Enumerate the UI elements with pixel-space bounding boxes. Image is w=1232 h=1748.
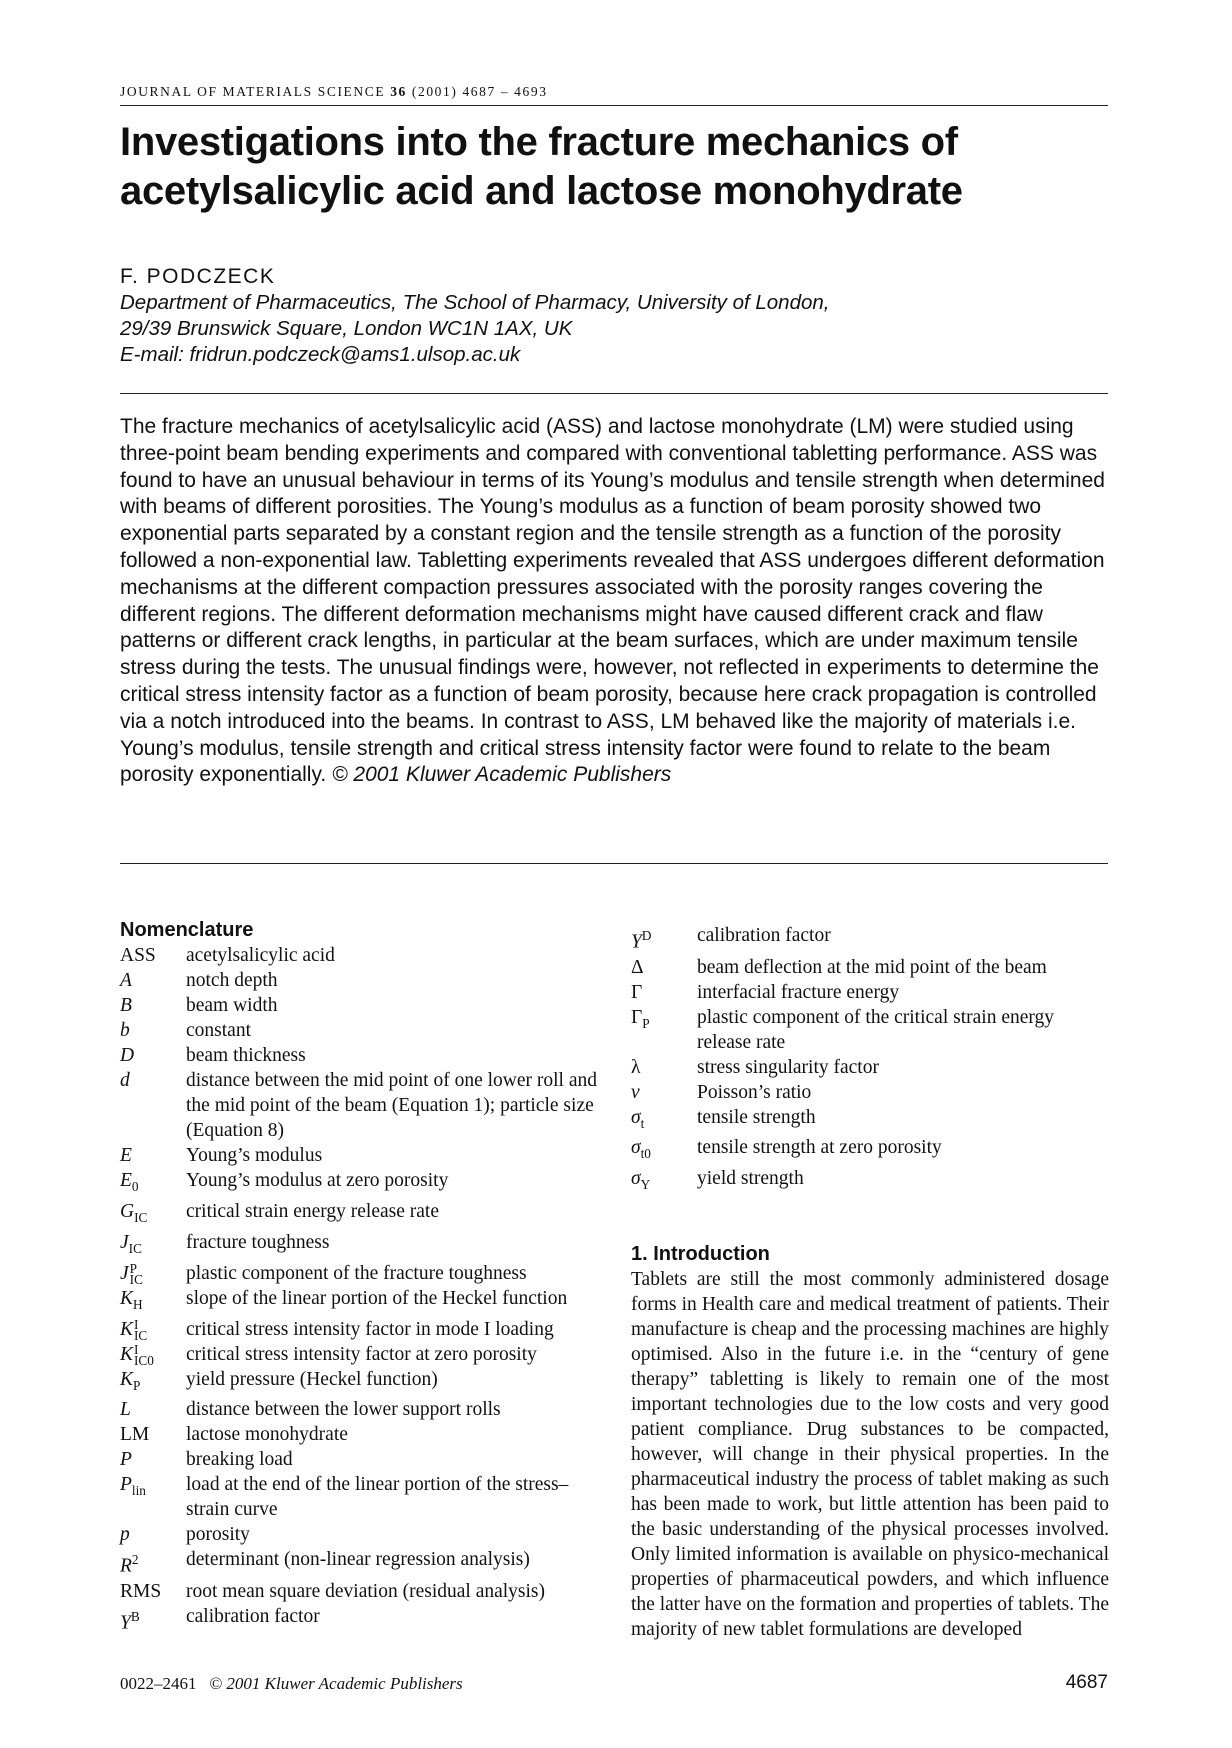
nom-symbol-sub: P xyxy=(133,1377,141,1393)
nomenclature-item xyxy=(120,1199,598,1230)
nomenclature-item xyxy=(120,1522,598,1547)
nom-symbol-sub: IC xyxy=(134,1328,148,1344)
nom-symbol-base: K xyxy=(120,1287,134,1309)
nom-symbol: Δ xyxy=(631,956,644,978)
abstract-copyright: © 2001 Kluwer Academic Publishers xyxy=(332,763,672,787)
author-name: F. PODCZECK xyxy=(120,265,276,288)
nom-symbol xyxy=(120,1547,186,1579)
paper-title: Investigations into the fracture mechanics of acetylsalicylic acid and lactose monohydrate xyxy=(120,120,963,213)
nom-definition: beam width xyxy=(186,995,278,1016)
nom-symbol xyxy=(631,923,697,955)
nomenclature-item xyxy=(120,1367,598,1398)
nom-definition: critical strain energy release rate xyxy=(186,1200,439,1222)
nomenclature-item xyxy=(631,1080,1109,1105)
nom-symbol-sub: IC0 xyxy=(134,1353,154,1369)
nom-symbol-base: Y xyxy=(120,1612,131,1634)
nom-symbol-sup: P xyxy=(129,1261,138,1277)
nom-symbol: λ xyxy=(631,1056,641,1078)
nom-symbol-base: P xyxy=(120,1474,132,1496)
nomenclature-item xyxy=(120,1018,598,1043)
nomenclature-item xyxy=(120,1068,598,1143)
right-column xyxy=(631,923,1109,1642)
footer-issn-copyright xyxy=(120,1674,463,1694)
nom-symbol: L xyxy=(120,1399,131,1421)
nom-definition: beam thickness xyxy=(186,1045,306,1066)
nomenclature-item xyxy=(120,1230,598,1261)
nomenclature-item xyxy=(631,1055,1109,1080)
nom-symbol xyxy=(631,1135,697,1166)
nom-definition: distance between the lower support rolls xyxy=(186,1399,501,1421)
left-column xyxy=(120,918,598,1635)
nom-definition: tensile strength xyxy=(697,1106,816,1128)
nom-symbol-sub: IC xyxy=(134,1209,148,1225)
running-head xyxy=(120,84,1108,106)
nom-definition: fracture toughness xyxy=(186,1231,330,1253)
nom-symbol-sub: Y xyxy=(640,1177,651,1193)
nom-definition: stress singularity factor xyxy=(697,1056,879,1078)
nom-symbol: B xyxy=(120,995,132,1016)
nom-symbol xyxy=(120,1317,186,1342)
nom-symbol-base: σ xyxy=(631,1106,641,1128)
nom-symbol xyxy=(120,1168,186,1199)
nom-symbol-base: J xyxy=(120,1231,129,1253)
nom-symbol-base: K xyxy=(120,1318,134,1340)
nom-symbol xyxy=(120,1472,186,1522)
abstract-top-rule xyxy=(120,393,1108,394)
nomenclature-item xyxy=(120,968,598,993)
nomenclature-item xyxy=(120,1317,598,1342)
nom-symbol-base: E xyxy=(120,1170,132,1191)
nomenclature-item xyxy=(631,1005,1109,1055)
year-pages: (2001) 4687 – 4693 xyxy=(411,84,548,99)
abstract-text: The fracture mechanics of acetylsalicylic acid (ASS) and lactose monohydrate (LM) were studied using three-point beam bending experiments and compared with conventional tabletting performance. ASS was found to have an unusual behaviour in terms of its Young’s modulus and tensile strength when determined with beams of different porosities. The Young’s modulus as a function of beam porosity showed two exponential parts separated by a constant region and the tensile strength as a function of the porosity followed a non-exponential law. Tabletting experiments revealed that ASS undergoes different deformation mechanisms at the different compaction pressures associated with the porosity ranges covering the different regions. The different deformation mechanisms might have caused different crack and flaw patterns or different crack lengths, in particular at the beam surfaces, which are under maximum tensile stress during the tests. The unusual findings were, however, not reflected in experiments to determine the critical stress intensity factor as a function of beam porosity, because here crack propagation is controlled via a notch introduced into the beams. In contrast to ASS, LM behaved like the majority of materials i.e. Young’s modulus, tensile strength and critical stress intensity factor were found to relate to the beam porosity exponentially. xyxy=(120,415,1105,787)
nom-symbol-sub: H xyxy=(133,1296,143,1312)
nom-definition: calibration factor xyxy=(186,1605,320,1627)
nom-symbol: b xyxy=(120,1020,130,1041)
nomenclature-item xyxy=(120,993,598,1018)
nom-symbol-sub: lin xyxy=(131,1483,146,1499)
nom-symbol: RMS xyxy=(120,1580,162,1602)
nom-symbol-sup: D xyxy=(641,928,652,943)
nomenclature-item xyxy=(120,1422,598,1447)
nom-symbol-sup: I xyxy=(134,1342,139,1358)
nom-definition: critical stress intensity factor in mode I loading xyxy=(186,1318,554,1340)
nom-symbol-sub: t xyxy=(640,1115,645,1131)
nom-symbol-base: J xyxy=(120,1262,129,1284)
nom-definition: notch depth xyxy=(186,970,278,991)
affiliation-line-1: Department of Pharmaceutics, The School of Pharmacy, University of London, xyxy=(120,291,830,314)
nom-definition: critical stress intensity factor at zero porosity xyxy=(186,1343,537,1365)
nom-definition: interfacial fracture energy xyxy=(697,981,900,1003)
nom-symbol xyxy=(120,1604,186,1636)
nom-symbol-sup: B xyxy=(130,1608,140,1624)
nom-symbol-sub: IC xyxy=(129,1272,143,1288)
nomenclature-item xyxy=(120,1579,598,1604)
nom-symbol-base: Y xyxy=(631,931,642,953)
nomenclature-item xyxy=(631,1105,1109,1136)
nom-symbol-base: K xyxy=(120,1368,134,1390)
nom-symbol: Γ xyxy=(631,981,643,1003)
nom-symbol: ASS xyxy=(120,945,156,966)
nom-definition: acetylsalicylic acid xyxy=(186,945,335,966)
nomenclature-item xyxy=(631,980,1109,1005)
nomenclature-item xyxy=(120,1342,598,1367)
author-email: E-mail: fridrun.podczeck@ams1.ulsop.ac.uk xyxy=(120,343,521,366)
nomenclature-item xyxy=(120,1261,598,1286)
nomenclature-item xyxy=(631,1166,1109,1197)
nom-definition: distance between the mid point of one lower roll and the mid point of the beam (Equation 1); particle size (Equation 8) xyxy=(186,1070,598,1141)
nomenclature-item xyxy=(120,1547,598,1579)
nomenclature-item xyxy=(631,955,1109,980)
nom-definition: Poisson’s ratio xyxy=(697,1081,812,1103)
nom-definition: yield pressure (Heckel function) xyxy=(186,1368,438,1390)
nom-symbol xyxy=(120,1199,186,1230)
nom-definition: root mean square deviation (residual analysis) xyxy=(186,1580,546,1602)
nom-definition: Young’s modulus xyxy=(186,1145,323,1166)
issn: 0022–2461 xyxy=(120,1674,197,1693)
nom-symbol xyxy=(120,1342,186,1367)
nom-symbol-sub: IC xyxy=(128,1240,142,1256)
nomenclature-item xyxy=(120,1472,598,1522)
nom-definition: breaking load xyxy=(186,1449,293,1471)
nom-symbol-base: R xyxy=(120,1555,132,1577)
nom-symbol xyxy=(120,1367,186,1398)
nom-symbol xyxy=(120,1261,186,1286)
nom-symbol xyxy=(631,1166,697,1197)
nom-definition: tensile strength at zero porosity xyxy=(697,1137,942,1159)
nom-symbol: A xyxy=(120,970,132,991)
nomenclature-item xyxy=(120,943,598,968)
nom-symbol xyxy=(631,1005,697,1055)
nom-symbol-base: K xyxy=(120,1343,134,1365)
affiliation xyxy=(120,290,1110,368)
nom-symbol-base: σ xyxy=(631,1168,641,1190)
nom-definition: load at the end of the linear portion of the stress–strain curve xyxy=(186,1474,569,1521)
nom-symbol-base: Γ xyxy=(631,1006,643,1028)
abstract-bottom-rule xyxy=(120,863,1108,864)
nomenclature-item xyxy=(631,923,1109,955)
nom-symbol-sub: P xyxy=(642,1015,650,1031)
nomenclature-item xyxy=(631,1135,1109,1166)
nom-definition: plastic component of the critical strain energy release rate xyxy=(697,1006,1055,1053)
nom-symbol xyxy=(120,1230,186,1261)
nomenclature-item xyxy=(120,1447,598,1472)
nom-symbol: LM xyxy=(120,1424,150,1446)
page-number: 4687 xyxy=(1065,1672,1108,1693)
nom-symbol-sup: 2 xyxy=(131,1552,139,1568)
nom-definition: slope of the linear portion of the Heckel function xyxy=(186,1287,568,1309)
nom-symbol-sub: 0 xyxy=(131,1178,139,1194)
nomenclature-item xyxy=(120,1043,598,1068)
nom-symbol-base: G xyxy=(120,1200,135,1222)
nom-definition: porosity xyxy=(186,1524,250,1546)
footer-copyright: © 2001 Kluwer Academic Publishers xyxy=(209,1674,463,1693)
nom-symbol: ν xyxy=(631,1081,640,1103)
nom-definition: yield strength xyxy=(697,1168,804,1190)
nom-symbol: P xyxy=(120,1449,132,1471)
nom-definition: beam deflection at the mid point of the beam xyxy=(697,956,1047,978)
nom-symbol-sub: t0 xyxy=(640,1146,651,1162)
journal-name: JOURNAL OF MATERIALS SCIENCE xyxy=(120,84,386,99)
introduction-text: Tablets are still the most commonly administered dosage forms in Health care and medical treatment of patients. Their manufacture is cheap and the processing machines are highly optimised. Also in the future i.e. in the “century of gene therapy” tabletting is likely to remain one of the most important technologies due to the low costs and very good patient compliance. Drug substances to be compacted, however, will change in their physical properties. In the pharmaceutical industry the process of tablet making as such has been made to work, but little attention has been paid to the basic understanding of the physical processes involved. Only limited information is available on physico-mechanical properties of pharmaceutical powders, and which influence the latter have on the formation and properties of tablets. The majority of new tablet formulations are developed xyxy=(631,1269,1109,1641)
nomenclature-heading: Nomenclature xyxy=(120,919,254,941)
nomenclature-item xyxy=(120,1143,598,1168)
nom-symbol: d xyxy=(120,1070,130,1091)
nom-symbol-sup: I xyxy=(134,1317,139,1333)
nomenclature-item xyxy=(120,1286,598,1317)
nom-symbol xyxy=(631,1105,697,1136)
nom-symbol xyxy=(120,1286,186,1317)
introduction-heading: 1. Introduction xyxy=(631,1243,770,1266)
nom-definition: determinant (non-linear regression analysis) xyxy=(186,1549,530,1571)
nom-definition: lactose monohydrate xyxy=(186,1424,348,1446)
nomenclature-item xyxy=(120,1604,598,1636)
nom-symbol: E xyxy=(120,1145,132,1166)
nom-definition: plastic component of the fracture toughness xyxy=(186,1262,527,1284)
volume-number: 36 xyxy=(390,84,407,99)
nom-symbol: p xyxy=(120,1524,130,1546)
abstract xyxy=(120,414,1112,789)
nom-symbol: D xyxy=(120,1045,135,1066)
nomenclature-item xyxy=(120,1397,598,1422)
nom-symbol-base: σ xyxy=(631,1137,641,1159)
nom-definition: calibration factor xyxy=(697,925,831,946)
nom-definition: Young’s modulus at zero porosity xyxy=(186,1170,449,1191)
affiliation-line-2: 29/39 Brunswick Square, London WC1N 1AX, UK xyxy=(120,317,573,340)
nomenclature-item xyxy=(120,1168,598,1199)
nom-definition: constant xyxy=(186,1020,251,1041)
